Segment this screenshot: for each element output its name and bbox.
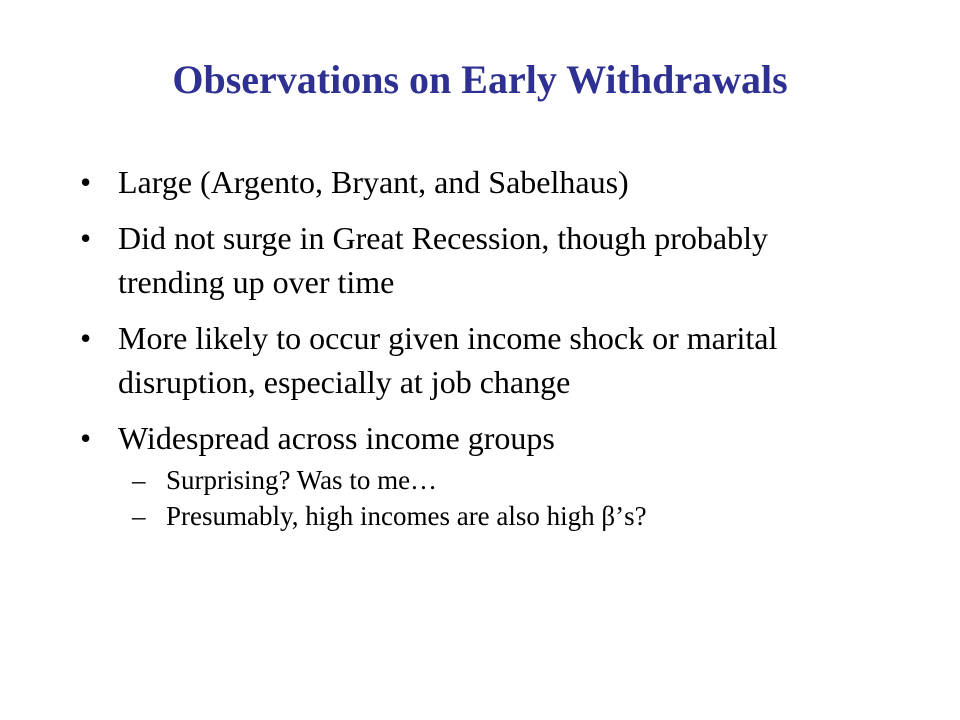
sub-bullet-marker: – bbox=[132, 465, 146, 495]
sub-bullet-item-2 bbox=[132, 498, 880, 534]
bullet-marker: • bbox=[80, 420, 92, 456]
bullet-item-3 bbox=[80, 316, 880, 404]
bullet-list bbox=[80, 160, 880, 546]
sub-bullet-text: Presumably, high incomes are also high β’s? bbox=[166, 501, 647, 531]
bullet-marker: • bbox=[80, 164, 92, 200]
bullet-marker: • bbox=[80, 220, 92, 256]
bullet-item-2 bbox=[80, 216, 880, 304]
bullet-item-1 bbox=[80, 160, 880, 204]
bullet-text: More likely to occur given income shock or marital disruption, especially at job change bbox=[118, 320, 778, 400]
bullet-text: Widespread across income groups bbox=[118, 420, 555, 456]
sub-bullet-item-1 bbox=[132, 462, 880, 498]
bullet-text: Large (Argento, Bryant, and Sabelhaus) bbox=[118, 164, 629, 200]
sub-bullet-marker: – bbox=[132, 501, 146, 531]
slide-title: Observations on Early Withdrawals bbox=[172, 57, 788, 102]
sub-bullet-text: Surprising? Was to me… bbox=[166, 465, 438, 495]
bullet-text: Did not surge in Great Recession, though probably trending up over time bbox=[118, 220, 768, 300]
bullet-item-4 bbox=[80, 416, 880, 534]
sub-bullet-list bbox=[118, 462, 880, 534]
bullet-marker: • bbox=[80, 320, 92, 356]
